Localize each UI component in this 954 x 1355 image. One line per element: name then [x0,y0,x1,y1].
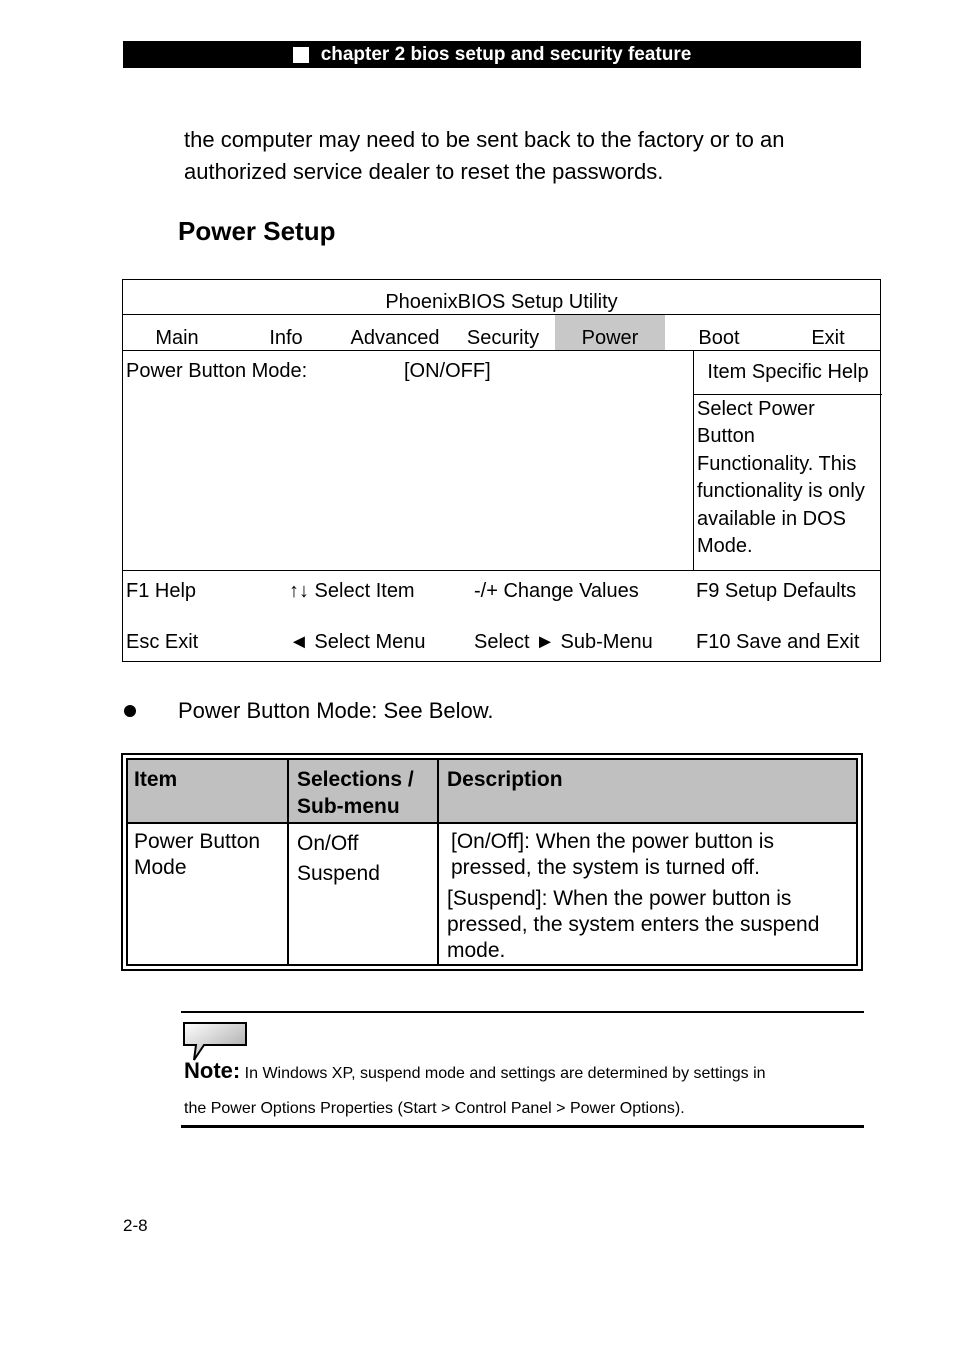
header-selections-line: Selections / [297,768,414,791]
key-change-values: -/+ Change Values [474,580,639,602]
help-line: Mode. [697,535,753,558]
bios-screen [122,279,881,662]
header-selections [297,766,414,820]
help-title: Item Specific Help [694,351,882,395]
header-description: Description [447,768,563,791]
note-body: In Windows XP, suspend mode and settings are determined by settings in [240,1065,766,1082]
column-divider [437,760,439,964]
note-text-line2: the Power Options Properties (Start > Control Panel > Power Options). [184,1100,685,1117]
cell-item-line: Power Button [134,830,261,853]
menu-security[interactable]: Security [466,327,540,349]
note-text-line1 [184,1058,766,1084]
key-f9-defaults: F9 Setup Defaults [696,580,857,602]
header-selections-line: Sub-menu [297,795,400,818]
selection-option: On/Off [297,832,359,855]
help-line: Select Power [697,398,815,420]
menu-exit[interactable]: Exit [811,327,845,349]
column-divider [287,760,289,964]
cell-description-suspend [447,886,819,964]
help-line: Button [697,425,755,448]
note-rule [181,1125,864,1128]
bios-title: PhoenixBIOS Setup Utility [385,291,618,313]
description-line: pressed, the system is turned off. [451,856,760,879]
menu-boot[interactable]: Boot [698,327,740,349]
key-f10-save-exit: F10 Save and Exit [696,631,860,653]
power-button-mode-value[interactable]: [ON/OFF] [404,360,491,382]
help-line: functionality is only [697,480,865,503]
help-line: Functionality. This [697,452,857,475]
bios-main-panel [123,350,880,571]
page-number: 2-8 [123,1216,148,1235]
menu-power[interactable]: Power [555,315,665,351]
header-item: Item [134,768,178,791]
cell-description-onoff [451,829,774,881]
key-esc-exit: Esc Exit [126,631,199,653]
selection-option: Suspend [297,862,380,885]
bullet-icon [124,705,136,717]
menu-main[interactable]: Main [155,327,199,349]
bios-menu-bar [123,314,880,351]
table-frame [126,758,858,966]
description-line: mode. [447,939,506,962]
key-sub-menu: Select ► Sub-Menu [474,631,653,653]
section-title: Power Setup [178,216,336,246]
description-line: [On/Off]: When the power button is [451,830,774,853]
cell-item [134,829,260,881]
key-select-menu: ◄ Select Menu [289,631,426,653]
cell-selections [297,829,380,889]
description-line: [Suspend]: When the power button is [447,887,792,910]
chapter-title: chapter 2 bios setup and security feature [320,43,692,65]
key-f1-help: F1 Help [126,580,197,602]
help-text [697,396,879,560]
selection-table [121,753,863,971]
help-line: available in DOS [697,507,846,530]
speech-bubble-icon [182,1020,250,1062]
power-button-mode-label: Power Button Mode: [126,360,308,382]
note-rule [181,1011,864,1013]
bios-key-legend [123,570,880,663]
cell-item-line: Mode [134,856,187,879]
chapter-header [123,41,861,68]
item-help-panel [693,351,882,571]
intro-paragraph: the computer may need to be sent back to the factory or to an authorized service dealer to reset the passwords. [184,127,785,184]
menu-info[interactable]: Info [269,327,303,349]
square-icon [293,47,309,63]
note-label: Note: [184,1058,241,1083]
bullet-text: Power Button Mode: See Below. [178,698,494,723]
description-line: pressed, the system enters the suspend [447,913,820,936]
key-select-item: ↑↓ Select Item [289,580,415,602]
menu-advanced[interactable]: Advanced [350,327,440,349]
